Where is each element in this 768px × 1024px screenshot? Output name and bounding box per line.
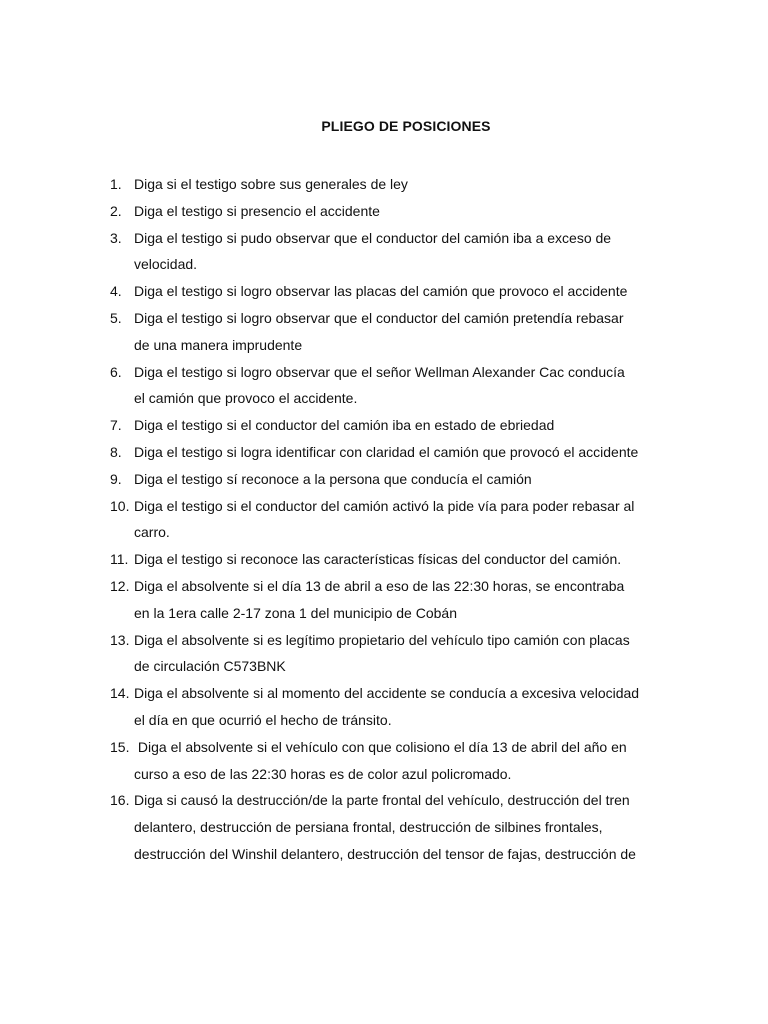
item-text-line: en la 1era calle 2-17 zona 1 del municipio de Cobán (134, 604, 457, 621)
item-text-line: Diga el testigo si logro observar que el señor Wellman Alexander Cac conducía (134, 363, 625, 380)
item-text-line: carro. (134, 524, 170, 541)
item-text (134, 466, 680, 493)
positions-list (110, 171, 680, 868)
item-text-line: Diga el testigo si pudo observar que el conductor del camión iba a exceso de (134, 229, 612, 246)
item-number: 11. (110, 551, 129, 568)
item-text-line: Diga el absolvente si al momento del accidente se conducía a excesiva velocidad (134, 685, 640, 702)
list-item (110, 493, 680, 547)
list-item (110, 546, 680, 573)
item-text-line: Diga el testigo si logro observar las placas del camión que provoco el accidente (134, 283, 628, 300)
list-item (110, 680, 680, 734)
item-number: 8. (110, 443, 122, 460)
item-text-line: Diga si causó la destrucción/de la parte frontal del vehículo, destrucción del tren (134, 792, 630, 809)
item-text-line: el día en que ocurrió el hecho de tránsito. (134, 711, 392, 728)
list-item (110, 198, 680, 225)
list-item (110, 466, 680, 493)
list-item (110, 787, 680, 867)
item-text-line: destrucción del Winshil delantero, destrucción del tensor de fajas, destrucción de (134, 845, 636, 862)
item-text-line: de circulación C573BNK (134, 658, 286, 675)
item-text (134, 278, 680, 305)
list-item (110, 439, 680, 466)
item-text (134, 305, 680, 359)
item-number: 2. (110, 202, 122, 219)
item-text (134, 546, 680, 573)
list-item (110, 278, 680, 305)
item-text-line: el camión que provoco el accidente. (134, 390, 358, 407)
list-item (110, 359, 680, 413)
item-number: 7. (110, 417, 122, 434)
item-text (134, 680, 680, 734)
list-item (110, 225, 680, 279)
item-text (134, 787, 680, 867)
item-text (134, 171, 680, 198)
item-number: 6. (110, 363, 122, 380)
item-text (134, 198, 680, 225)
list-item (110, 171, 680, 198)
item-number: 9. (110, 470, 122, 487)
list-item (110, 412, 680, 439)
item-number: 15. (110, 738, 130, 755)
list-item (110, 573, 680, 627)
item-text (134, 439, 680, 466)
item-number: 13. (110, 631, 130, 648)
item-number: 1. (110, 176, 122, 192)
item-number: 3. (110, 229, 122, 246)
item-text-line: Diga el absolvente si es legítimo propietario del vehículo tipo camión con placas (134, 631, 630, 648)
item-text (134, 412, 680, 439)
item-number: 10. (110, 497, 130, 514)
item-text (134, 359, 680, 413)
document-title: PLIEGO DE POSICIONES (321, 118, 491, 134)
item-text-line: Diga el testigo si el conductor del camión iba en estado de ebriedad (134, 417, 555, 434)
item-number: 4. (110, 283, 122, 300)
item-number: 5. (110, 309, 122, 326)
item-text-line: Diga el testigo sí reconoce a la persona que conducía el camión (134, 470, 532, 487)
item-number: 14. (110, 685, 130, 702)
item-text-line: Diga el absolvente si el vehículo con que colisiono el día 13 de abril del año en (134, 738, 627, 755)
list-item (110, 627, 680, 681)
item-text (134, 493, 680, 547)
item-text-line: Diga el testigo si logro observar que el conductor del camión pretendía rebasar (134, 309, 624, 326)
list-item (110, 734, 680, 788)
item-text-line: curso a eso de las 22:30 horas es de color azul policromado. (134, 765, 512, 782)
item-text-line: Diga si el testigo sobre sus generales de ley (134, 176, 408, 192)
item-text-line: velocidad. (134, 256, 198, 273)
item-text-line: delantero, destrucción de persiana frontal, destrucción de silbines frontales, (134, 819, 603, 836)
item-text-line: Diga el testigo si logra identificar con claridad el camión que provocó el accidente (134, 443, 639, 460)
item-text-line: Diga el testigo si presencio el accidente (134, 202, 380, 219)
item-text (134, 734, 680, 788)
item-text-line: Diga el testigo si reconoce las características físicas del conductor del camión. (134, 551, 622, 568)
item-text (134, 225, 680, 279)
item-text (134, 573, 680, 627)
item-number: 16. (110, 792, 130, 809)
item-text-line: Diga el testigo si el conductor del camión activó la pide vía para poder rebasar al (134, 497, 635, 514)
item-number: 12. (110, 577, 130, 594)
item-text-line: Diga el absolvente si el día 13 de abril a eso de las 22:30 horas, se encontraba (134, 577, 625, 594)
list-item (110, 305, 680, 359)
item-text-line: de una manera imprudente (134, 336, 303, 353)
item-text (134, 627, 680, 681)
